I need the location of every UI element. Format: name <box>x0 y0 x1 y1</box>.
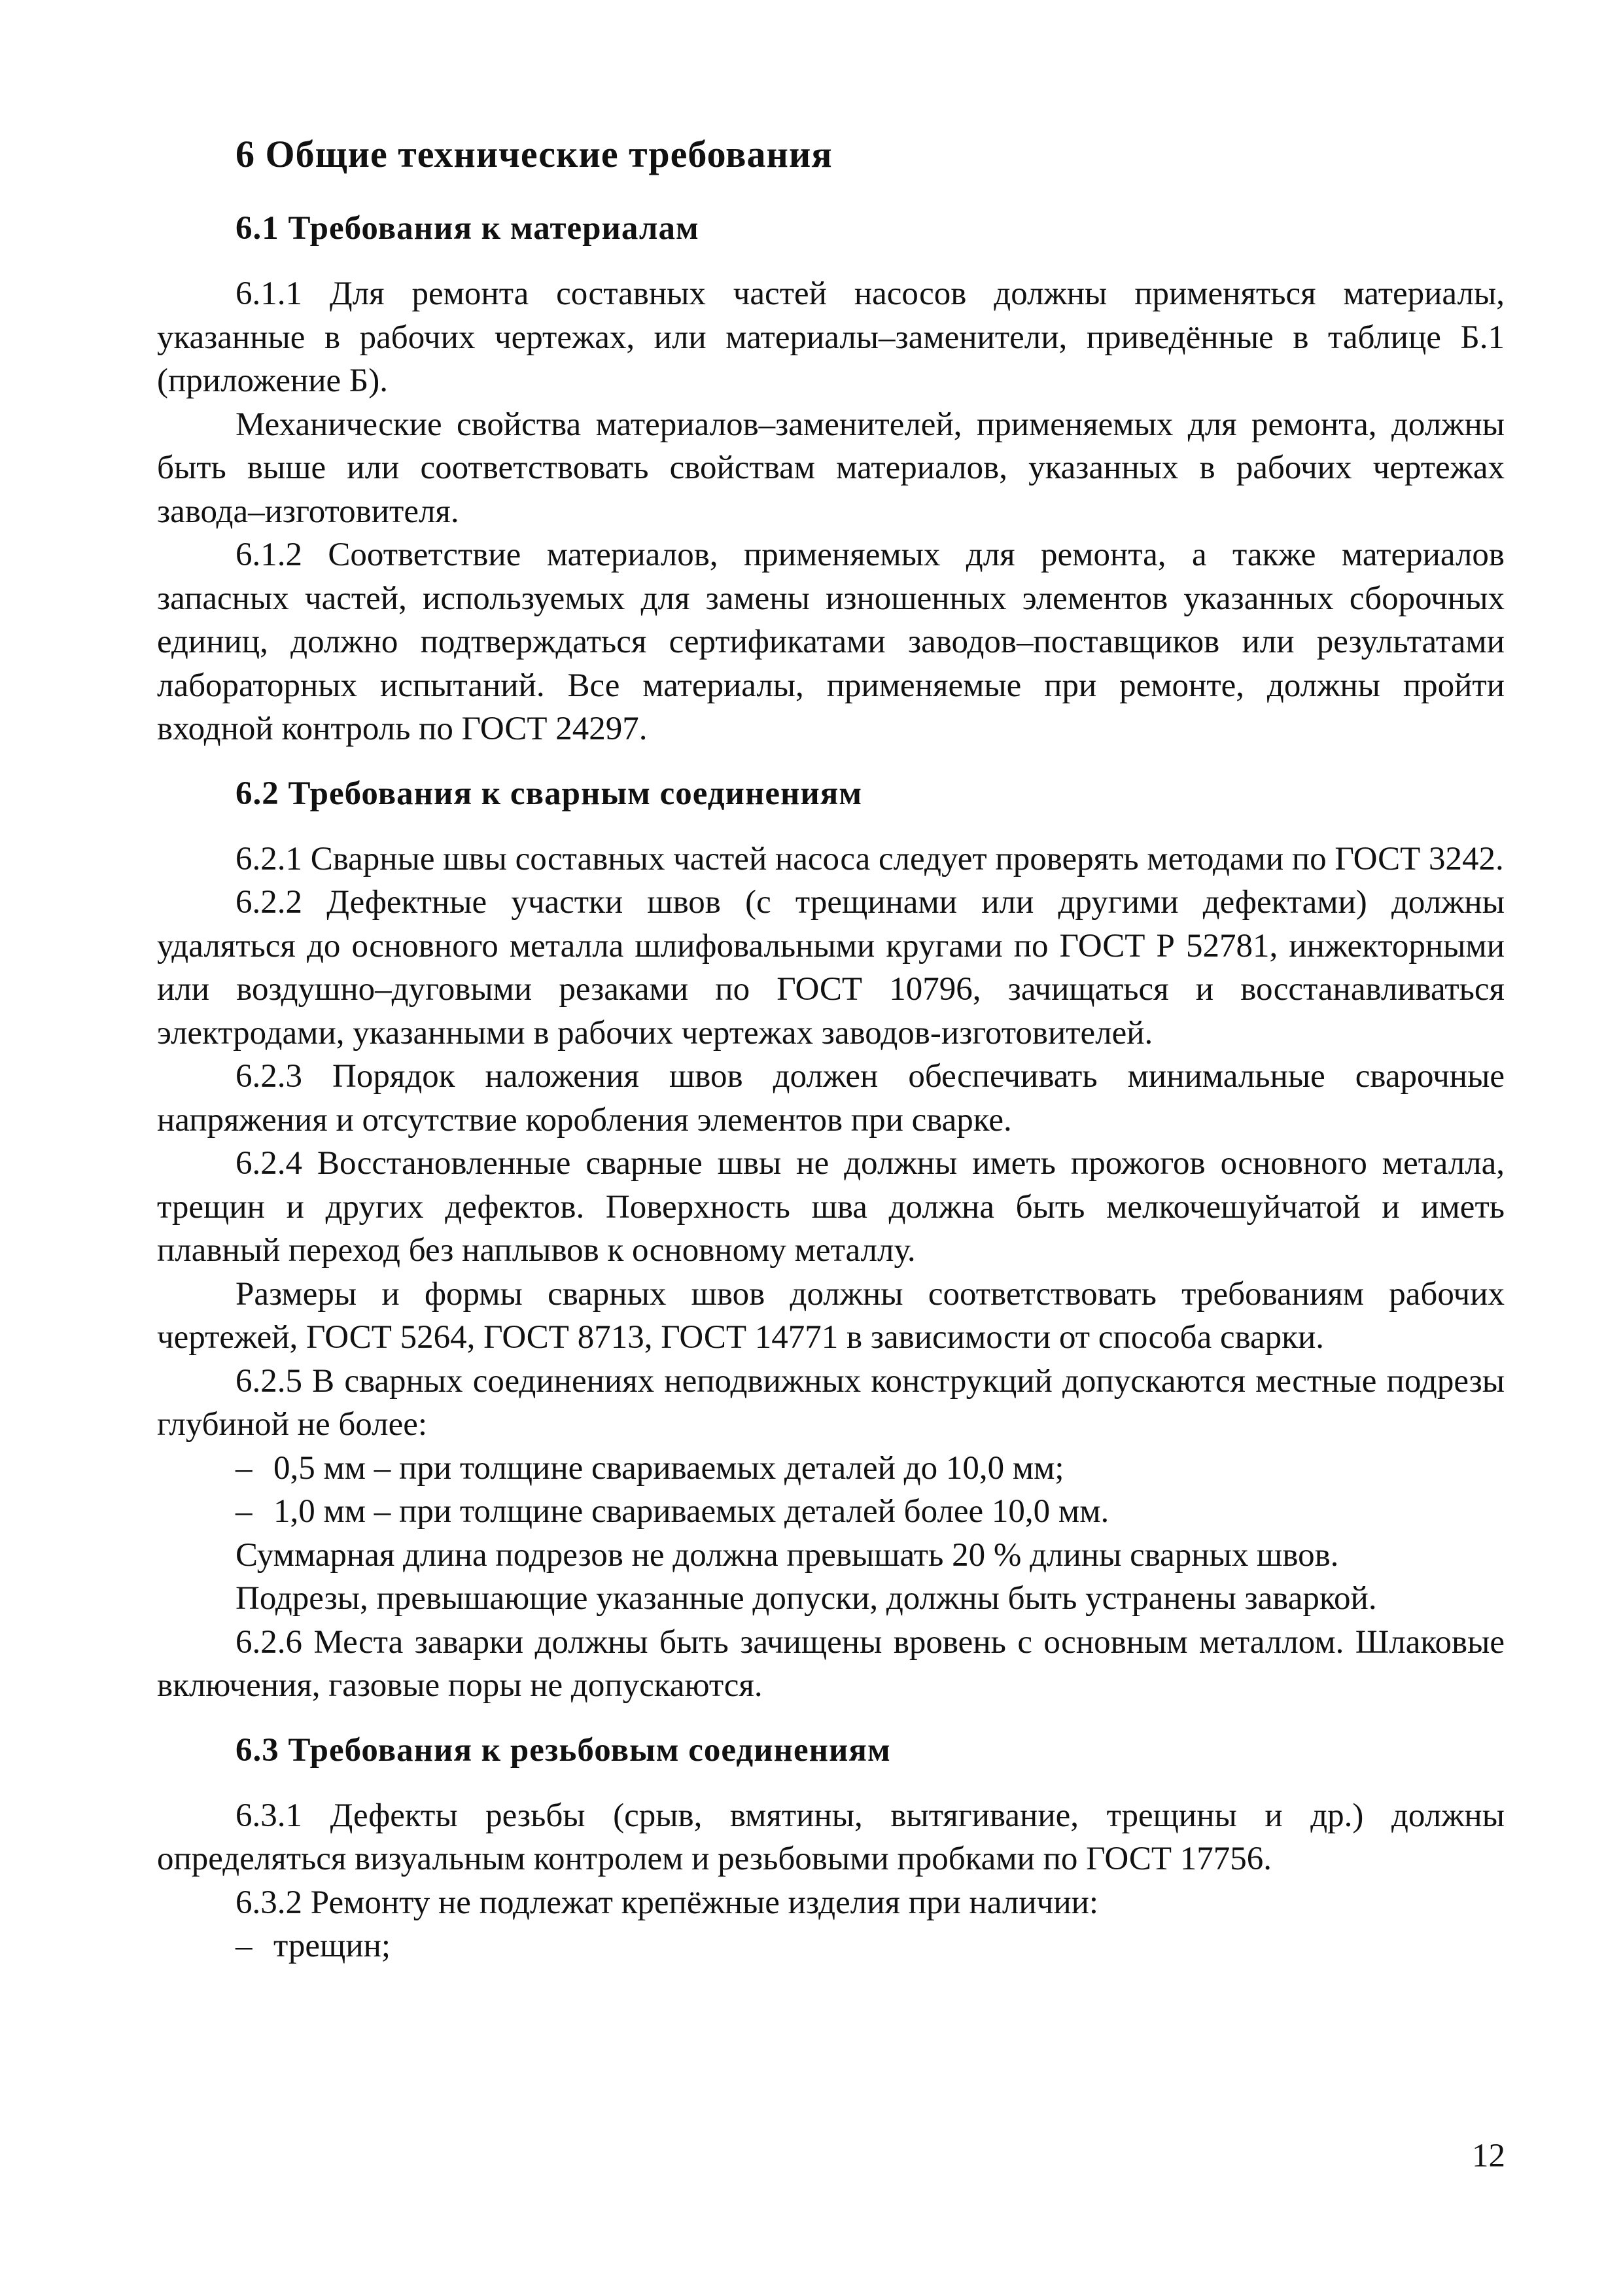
paragraph-6-2-4: 6.2.4 Восстановленные сварные швы не должны иметь прожогов основного металла, трещин и других дефектов. Поверхность шва должна быть мелкочешуйчатой и иметь плавный переход без наплывов к основному металлу. <box>157 1145 1505 1269</box>
list-marker: – <box>236 1928 253 1964</box>
page-number: 12 <box>1472 2138 1505 2174</box>
list-marker: – <box>236 1493 253 1530</box>
section-heading-6-2: 6.2 Требования к сварным соединениям <box>236 775 863 812</box>
paragraph-6-1-1: 6.1.1 Для ремонта составных частей насосов должны применяться материалы, указанные в рабочих чертежах, или материалы–заменители, приведённые в таблице Б.1 (приложение Б). <box>157 275 1505 399</box>
paragraph-6-2-5-undercuts: Подрезы, превышающие указанные допуски, должны быть устранены заваркой. <box>236 1580 1377 1617</box>
list-item <box>157 1490 1505 1534</box>
page-content <box>157 131 1505 1968</box>
paragraph-6-2-6: 6.2.6 Места заварки должны быть зачищены вровень с основным металлом. Шлаковые включения, газовые поры не допускаются. <box>157 1623 1505 1704</box>
paragraph-6-2-1: 6.2.1 Сварные швы составных частей насоса следует проверять методами по ГОСТ 3242. <box>236 840 1504 877</box>
paragraph-6-2-5-total: Суммарная длина подрезов не должна превышать 20 % длины сварных швов. <box>236 1536 1339 1574</box>
paragraph-6-2-2: 6.2.2 Дефектные участки швов (с трещинами или другими дефектами) должны удаляться до основного металла шлифовальными кругами по ГОСТ Р 52781, инжекторными или воздушно–дуговыми резаками по ГОСТ 10796, зачищаться и восстанавливаться электродами, указанными в рабочих чертежах заводов-изготовителей. <box>157 884 1505 1051</box>
paragraph-6-3-1: 6.3.1 Дефекты резьбы (срыв, вмятины, вытягивание, трещины и др.) должны определяться визуальным контролем и резьбовыми пробками по ГОСТ 17756. <box>157 1797 1505 1877</box>
paragraph-6-3-2: 6.3.2 Ремонту не подлежат крепёжные изделия при наличии: <box>236 1884 1099 1921</box>
list-marker: – <box>236 1449 253 1487</box>
list-item-text: трещин; <box>273 1928 391 1964</box>
paragraph-6-1-2: 6.1.2 Соответствие материалов, применяемых для ремонта, а также материалов запасных частей, используемых для замены изношенных элементов указанных сборочных единиц, должно подтверждаться сертификатами заводов–поставщиков или результатами лабораторных испытаний. Все материалы, применяемые при ремонте, должны пройти входной контроль по ГОСТ 24297. <box>157 537 1505 747</box>
chapter-heading: 6 Общие технические требования <box>236 133 833 175</box>
paragraph-6-2-5: 6.2.5 В сварных соединениях неподвижных конструкций допускаются местные подрезы глубиной не более: <box>157 1362 1505 1443</box>
list-item <box>157 1924 1505 1968</box>
section-heading-6-1: 6.1 Требования к материалам <box>236 210 699 247</box>
paragraph-6-1-1-mechanical: Механические свойства материалов–заменителей, применяемых для ремонта, должны быть выше или соответствовать свойствам материалов, указанных в рабочих чертежах завода–изготовителя. <box>157 406 1505 530</box>
paragraph-6-2-3: 6.2.3 Порядок наложения швов должен обеспечивать минимальные сварочные напряжения и отсутствие коробления элементов при сварке. <box>157 1058 1505 1139</box>
paragraph-6-2-4-sizes: Размеры и формы сварных швов должны соответствовать требованиям рабочих чертежей, ГОСТ 5264, ГОСТ 8713, ГОСТ 14771 в зависимости от способа сварки. <box>157 1275 1505 1356</box>
list-item-text: 1,0 мм – при толщине свариваемых деталей более 10,0 мм. <box>273 1493 1109 1530</box>
list-item <box>157 1447 1505 1491</box>
list-item-text: 0,5 мм – при толщине свариваемых деталей до 10,0 мм; <box>273 1449 1064 1487</box>
section-heading-6-3: 6.3 Требования к резьбовым соединениям <box>236 1731 891 1769</box>
